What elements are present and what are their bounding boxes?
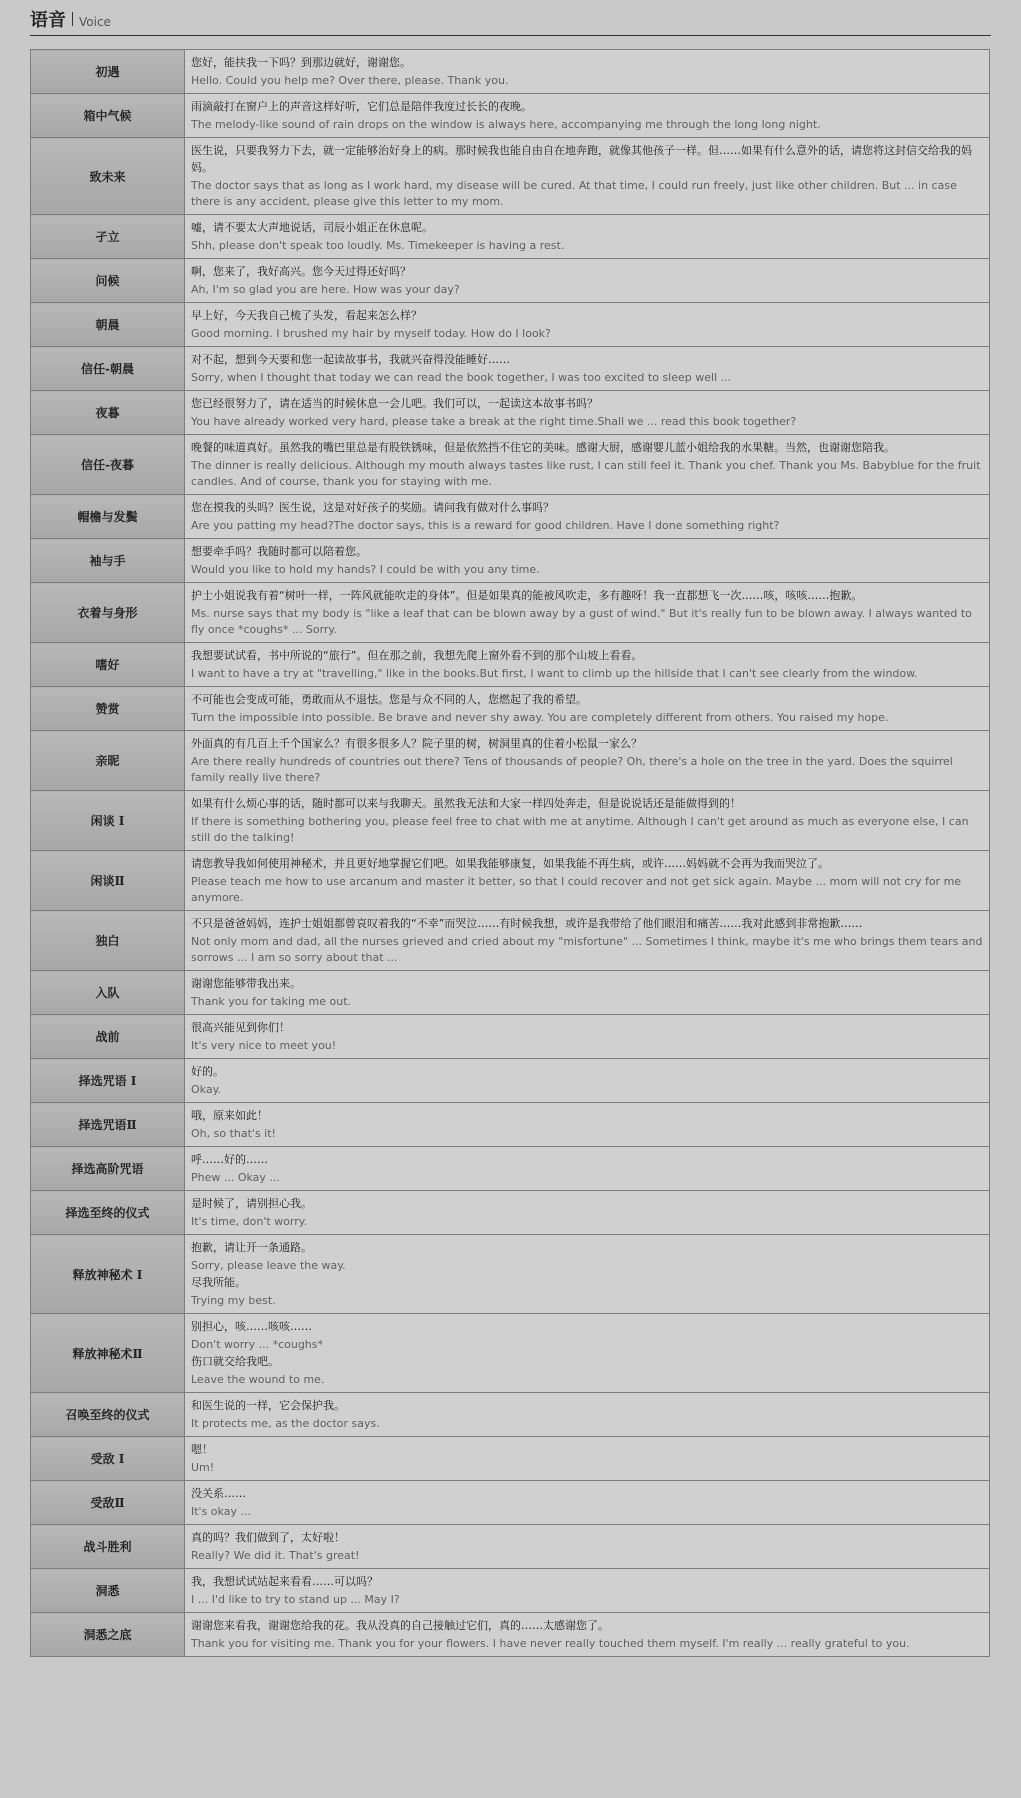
voice-line-zh: 您好，能扶我一下吗？到那边就好，谢谢您。: [191, 56, 411, 69]
voice-content: [185, 1103, 990, 1147]
voice-line-zh: 真的吗？我们做到了，太好啦！: [191, 1531, 345, 1544]
voice-content: [185, 495, 990, 539]
title-divider: [72, 12, 73, 26]
voice-content: [185, 435, 990, 495]
voice-row: [31, 50, 990, 94]
voice-line-zh: 不只是爸爸妈妈，连护士姐姐都曾哀叹着我的“不幸”而哭泣……有时候我想，或许是我带给了他们眼泪和痛苦……我对此感到非常抱歉……: [191, 917, 863, 930]
voice-row: [31, 1103, 990, 1147]
voice-row: [31, 539, 990, 583]
voice-line-en: Please teach me how to use arcanum and master it better, so that I could recover and not get sick again. Maybe ... mom will not cry for me anymore.: [191, 875, 962, 904]
voice-row: [31, 687, 990, 731]
voice-label: 召唤至终的仪式: [31, 1393, 185, 1437]
voice-label: 袖与手: [31, 539, 185, 583]
voice-line-en: Good morning. I brushed my hair by myself today. How do I look?: [191, 327, 551, 340]
voice-row: [31, 1525, 990, 1569]
voice-row: [31, 1393, 990, 1437]
voice-label: 入队: [31, 971, 185, 1015]
voice-row: [31, 435, 990, 495]
voice-content: [185, 1481, 990, 1525]
voice-line-zh: 外面真的有几百上千个国家么？有很多很多人？院子里的树，树洞里真的住着小松鼠一家么？: [191, 737, 642, 750]
voice-content: [185, 1235, 990, 1314]
voice-content: [185, 1314, 990, 1393]
voice-content: [185, 791, 990, 851]
voice-line-en: Trying my best.: [191, 1294, 276, 1307]
voice-label: 夜暮: [31, 391, 185, 435]
voice-line-en: Shh, please don't speak too loudly. Ms. Timekeeper is having a rest.: [191, 239, 565, 252]
voice-line-zh: 如果有什么烦心事的话，随时都可以来与我聊天。虽然我无法和大家一样四处奔走，但是说说话还是能做得到的！: [191, 797, 741, 810]
voice-content: [185, 347, 990, 391]
voice-line-zh: 您在摸我的头吗？医生说，这是对好孩子的奖励。请问我有做对什么事吗？: [191, 501, 554, 514]
voice-content: [185, 911, 990, 971]
voice-line-en: Leave the wound to me.: [191, 1373, 325, 1386]
voice-line-zh: 晚餐的味道真好。虽然我的嘴巴里总是有股铁锈味，但是依然挡不住它的美味。感谢大厨，感谢婴儿蓝小姐给我的水果糖。当然，也谢谢您陪我。: [191, 441, 895, 454]
voice-line-zh: 是时候了，请别担心我。: [191, 1197, 312, 1210]
voice-content: [185, 1191, 990, 1235]
voice-line-zh: 别担心，咳……咳咳……: [191, 1320, 312, 1333]
voice-content: [185, 391, 990, 435]
voice-row: [31, 1314, 990, 1393]
voice-line-zh: 啊，您来了，我好高兴。您今天过得还好吗？: [191, 265, 411, 278]
voice-line-en: Ms. nurse says that my body is "like a leaf that can be blown away by a gust of wind." But it's really fun to be blown away. I always wanted to fly once *coughs* ... Sorry.: [191, 607, 972, 636]
voice-label: 洞悉: [31, 1569, 185, 1613]
voice-line-zh: 好的。: [191, 1065, 224, 1078]
voice-content: [185, 259, 990, 303]
voice-row: [31, 1481, 990, 1525]
voice-content: [185, 1147, 990, 1191]
voice-label: 闲谈 I: [31, 791, 185, 851]
voice-row: [31, 971, 990, 1015]
voice-label: 信任-夜暮: [31, 435, 185, 495]
voice-line-en: Okay.: [191, 1083, 222, 1096]
voice-line-en: The dinner is really delicious. Although my mouth always tastes like rust, I can still feel it. Thank you chef. Thank you Ms. Babyblue for the fruit candles. And of course, thank you for staying with me.: [191, 459, 981, 488]
voice-row: [31, 1015, 990, 1059]
voice-line-zh: 很高兴能见到你们！: [191, 1021, 290, 1034]
voice-row: [31, 215, 990, 259]
voice-content: [185, 687, 990, 731]
voice-line-en: Are there really hundreds of countries out there? Tens of thousands of people? Oh, there's a hole on the tree in the yard. Does the squirrel family really live there?: [191, 755, 953, 784]
voice-line-en: Really? We did it. That's great!: [191, 1549, 360, 1562]
voice-label: 朝晨: [31, 303, 185, 347]
voice-label: 信任-朝晨: [31, 347, 185, 391]
voice-line-en: Oh, so that's it!: [191, 1127, 276, 1140]
voice-label: 战前: [31, 1015, 185, 1059]
voice-row: [31, 643, 990, 687]
voice-content: [185, 1569, 990, 1613]
voice-line-zh: 嗯！: [191, 1443, 213, 1456]
voice-row: [31, 911, 990, 971]
voice-label: 孑立: [31, 215, 185, 259]
voice-content: [185, 1393, 990, 1437]
voice-row: [31, 1059, 990, 1103]
voice-line-en: If there is something bothering you, please feel free to chat with me at anytime. Although I can't get around as much as everyone else, I can still do the talking!: [191, 815, 969, 844]
voice-line-zh: 嘘，请不要太大声地说话，司辰小姐正在休息呢。: [191, 221, 433, 234]
voice-line-zh: 不可能也会变成可能，勇敢而从不退怯。您是与众不同的人，您燃起了我的希望。: [191, 693, 587, 706]
voice-line-en: Thank you for visiting me. Thank you for your flowers. I have never really touched them myself. I'm really ... really grateful to you.: [191, 1637, 910, 1650]
voice-line-zh: 和医生说的一样，它会保护我。: [191, 1399, 345, 1412]
voice-line-en: Would you like to hold my hands? I could be with you any time.: [191, 563, 540, 576]
voice-content: [185, 303, 990, 347]
voice-content: [185, 971, 990, 1015]
voice-label: 择选咒语 I: [31, 1059, 185, 1103]
voice-line-zh: 谢谢您能够带我出来。: [191, 977, 301, 990]
voice-line-zh: 医生说，只要我努力下去，就一定能够治好身上的病。那时候我也能自由自在地奔跑，就像其他孩子一样。但……如果有什么意外的话，请您将这封信交给我的妈妈。: [191, 144, 972, 174]
voice-table: [30, 49, 990, 1657]
voice-line-en: Not only mom and dad, all the nurses grieved and cried about my "misfortune" ... Sometimes I think, maybe it's me who brings them tears and sorrows ... I am so sorry about that ...: [191, 935, 983, 964]
voice-row: [31, 391, 990, 435]
voice-row: [31, 791, 990, 851]
voice-row: [31, 851, 990, 911]
section-header: [30, 6, 991, 36]
voice-label: 问候: [31, 259, 185, 303]
voice-line-zh: 抱歉，请让开一条通路。: [191, 1241, 312, 1254]
voice-line-en: Sorry, when I thought that today we can read the book together, I was too excited to sleep well ...: [191, 371, 732, 384]
voice-line-en: I ... I'd like to try to stand up ... May I?: [191, 1593, 400, 1606]
voice-label: 受敌Ⅱ: [31, 1481, 185, 1525]
voice-label: 择选至终的仪式: [31, 1191, 185, 1235]
voice-label: 择选咒语Ⅱ: [31, 1103, 185, 1147]
voice-content: [185, 138, 990, 215]
voice-line-zh: 谢谢您来看我，谢谢您给我的花。我从没真的自己接触过它们，真的……太感谢您了。: [191, 1619, 609, 1632]
voice-content: [185, 1525, 990, 1569]
voice-content: [185, 1437, 990, 1481]
voice-content: [185, 539, 990, 583]
voice-label: 初遇: [31, 50, 185, 94]
voice-line-en: It's okay ...: [191, 1505, 251, 1518]
voice-row: [31, 259, 990, 303]
voice-line-en: It's time, don't worry.: [191, 1215, 308, 1228]
voice-line-zh: 想要牵手吗？我随时都可以陪着您。: [191, 545, 367, 558]
voice-row: [31, 1147, 990, 1191]
voice-label: 独白: [31, 911, 185, 971]
voice-label: 致未来: [31, 138, 185, 215]
voice-line-en: Um!: [191, 1461, 215, 1474]
voice-row: [31, 731, 990, 791]
voice-row: [31, 1569, 990, 1613]
voice-line-zh: 对不起，想到今天要和您一起读故事书，我就兴奋得没能睡好……: [191, 353, 510, 366]
voice-label: 嗜好: [31, 643, 185, 687]
voice-label: 赞赏: [31, 687, 185, 731]
voice-line-zh: 尽我所能。: [191, 1276, 246, 1289]
voice-content: [185, 1059, 990, 1103]
voice-label: 衣着与身形: [31, 583, 185, 643]
voice-line-en: It protects me, as the doctor says.: [191, 1417, 380, 1430]
voice-content: [185, 731, 990, 791]
voice-line-en: Ah, I'm so glad you are here. How was your day?: [191, 283, 460, 296]
voice-content: [185, 94, 990, 138]
voice-label: 闲谈Ⅱ: [31, 851, 185, 911]
voice-label: 择选高阶咒语: [31, 1147, 185, 1191]
voice-row: [31, 303, 990, 347]
voice-label: 战斗胜利: [31, 1525, 185, 1569]
voice-line-en: Hello. Could you help me? Over there, please. Thank you.: [191, 74, 509, 87]
voice-line-en: You have already worked very hard, please take a break at the right time.Shall we ... read this book together?: [191, 415, 797, 428]
voice-line-zh: 呼……好的……: [191, 1153, 268, 1166]
voice-row: [31, 1613, 990, 1657]
voice-line-en: The melody-like sound of rain drops on the window is always here, accompanying me through the long long night.: [191, 118, 821, 131]
voice-line-en: The doctor says that as long as I work hard, my disease will be cured. At that time, I could run freely, just like other children. But ... in case there is any accident, please give this letter to my mom.: [191, 179, 957, 208]
voice-label: 释放神秘术Ⅱ: [31, 1314, 185, 1393]
voice-line-en: I want to have a try at "travelling," like in the books.But first, I want to climb up the hillside that I can't see clearly from the window.: [191, 667, 918, 680]
voice-content: [185, 1613, 990, 1657]
voice-row: [31, 583, 990, 643]
voice-row: [31, 1191, 990, 1235]
voice-line-zh: 我想要试试看，书中所说的“旅行”。但在那之前，我想先爬上窗外看不到的那个山坡上看看。: [191, 649, 643, 662]
voice-row: [31, 1437, 990, 1481]
voice-content: [185, 215, 990, 259]
voice-line-zh: 您已经很努力了，请在适当的时候休息一会儿吧。我们可以，一起读这本故事书吗？: [191, 397, 598, 410]
voice-label: 箱中气候: [31, 94, 185, 138]
voice-content: [185, 1015, 990, 1059]
voice-row: [31, 347, 990, 391]
voice-content: [185, 50, 990, 94]
voice-line-zh: 请您教导我如何使用神秘术，并且更好地掌握它们吧。如果我能够康复，如果我能不再生病，或许……妈妈就不会再为我而哭泣了。: [191, 857, 829, 870]
voice-line-en: It's very nice to meet you!: [191, 1039, 337, 1052]
voice-row: [31, 94, 990, 138]
voice-content: [185, 851, 990, 911]
voice-row: [31, 138, 990, 215]
voice-label: 洞悉之底: [31, 1613, 185, 1657]
voice-line-zh: 早上好，今天我自己梳了头发，看起来怎么样？: [191, 309, 422, 322]
voice-content: [185, 583, 990, 643]
voice-line-en: Phew ... Okay ...: [191, 1171, 280, 1184]
voice-line-en: Are you patting my head?The doctor says, this is a reward for good children. Have I done something right?: [191, 519, 780, 532]
voice-line-zh: 伤口就交给我吧。: [191, 1355, 279, 1368]
voice-content: [185, 643, 990, 687]
voice-line-en: Thank you for taking me out.: [191, 995, 352, 1008]
voice-line-en: Turn the impossible into possible. Be brave and never shy away. You are completely different from others. You raised my hope.: [191, 711, 889, 724]
voice-line-zh: 我，我想试试站起来看看……可以吗？: [191, 1575, 378, 1588]
voice-line-zh: 护士小姐说我有着“树叶一样，一阵风就能吹走的身体”。但是如果真的能被风吹走，多有趣呀！我一直都想飞一次……咳，咳咳……抱歉。: [191, 589, 863, 602]
voice-label: 释放神秘术 I: [31, 1235, 185, 1314]
section-title-zh: 语音: [30, 10, 66, 31]
voice-line-zh: 没关系……: [191, 1487, 246, 1500]
voice-label: 亲昵: [31, 731, 185, 791]
voice-line-zh: 雨滴敲打在窗户上的声音这样好听，它们总是陪伴我度过长长的夜晚。: [191, 100, 532, 113]
voice-label: 受敌 I: [31, 1437, 185, 1481]
voice-line-en: Sorry, please leave the way.: [191, 1259, 346, 1272]
voice-line-en: Don't worry ... *coughs*: [191, 1338, 324, 1351]
voice-line-zh: 哦，原来如此！: [191, 1109, 268, 1122]
voice-row: [31, 1235, 990, 1314]
voice-row: [31, 495, 990, 539]
voice-label: 帽檐与发鬓: [31, 495, 185, 539]
section-title-en: Voice: [79, 15, 111, 29]
